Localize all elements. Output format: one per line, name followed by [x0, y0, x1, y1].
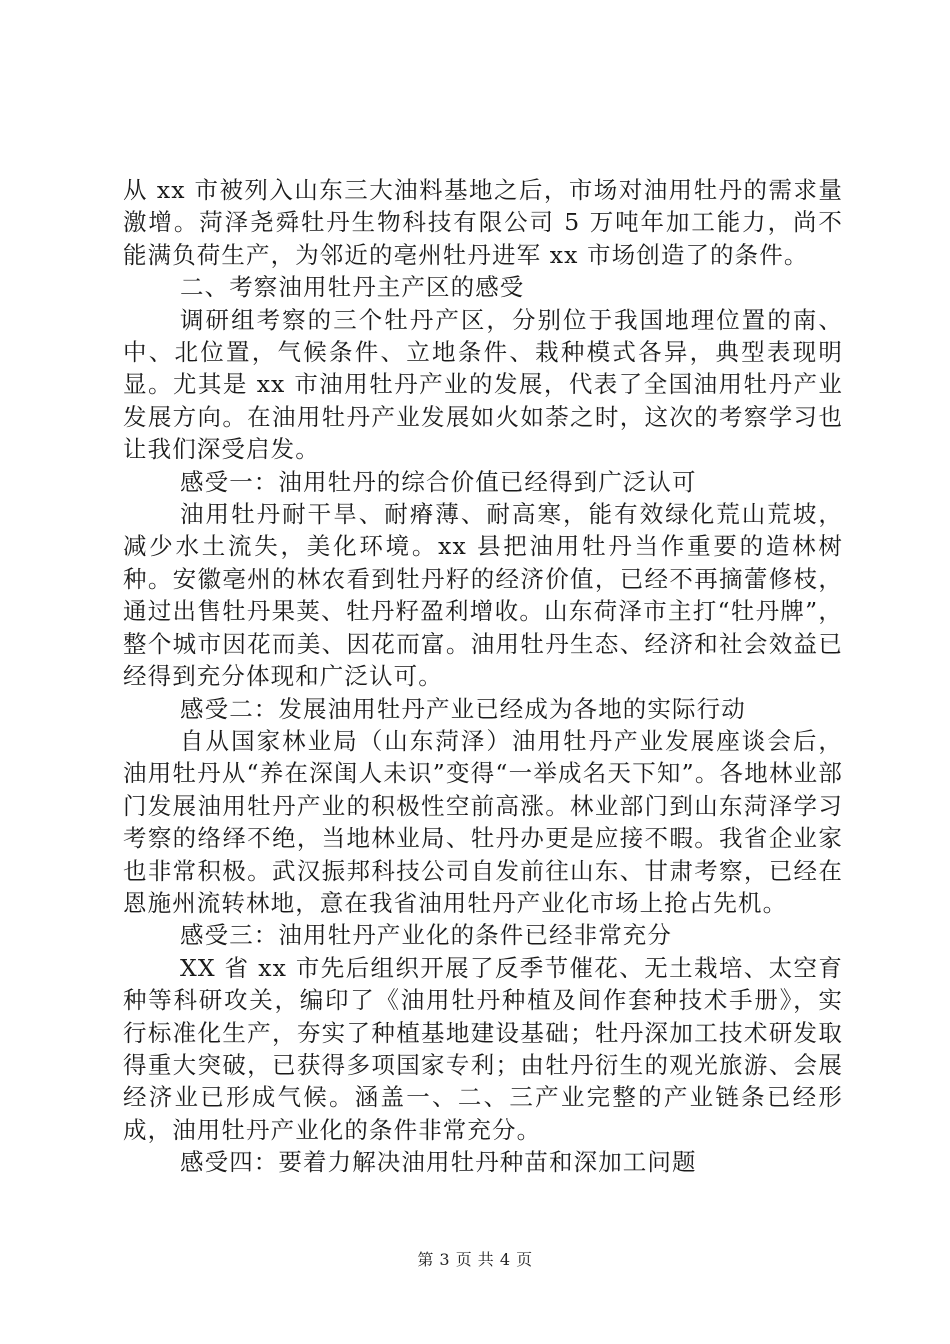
subheading-impression-three: 感受三：油用牡丹产业化的条件已经非常充分 [180, 921, 672, 950]
subheading-impression-one: 感受一：油用牡丹的综合价值已经得到广泛认可 [180, 467, 697, 496]
document-body [123, 174, 843, 1179]
subheading-impression-four: 感受四：要着力解决油用牡丹种苗和深加工问题 [180, 1148, 697, 1177]
paragraph-impression-two: 自从国家林业局（山东菏泽）油用牡丹产业发展座谈会后，油用牡丹从“养在深闺人未识”变得“一举成名天下知”。各地林业部门发展油用牡丹产业的积极性空前高涨。林业部门到山东菏泽学习考察的络绎不绝，当地林业局、牡丹办更是应接不暇。我省企业家也非常积极。武汉振邦科技公司自发前往山东、甘肃考察，已经在恩施州流转林地，意在我省油用牡丹产业化市场上抢占先机。 [123, 726, 843, 917]
paragraph-market-demand: 从 xx 市被列入山东三大油料基地之后，市场对油用牡丹的需求量激增。菏泽尧舜牡丹生物科技有限公司 5 万吨年加工能力，尚不能满负荷生产，为邻近的亳州牡丹进军 xx 市场创造了的条件。 [123, 176, 843, 269]
subheading-impression-two: 感受二：发展油用牡丹产业已经成为各地的实际行动 [180, 694, 746, 723]
page-number-footer: 第 3 页 共 4 页 [417, 1250, 533, 1269]
paragraph-survey-overview: 调研组考察的三个牡丹产区，分别位于我国地理位置的南、中、北位置，气候条件、立地条件、栽种模式各异，典型表现明显。尤其是 xx 市油用牡丹产业的发展，代表了全国油用牡丹产业发展方向。在油用牡丹产业发展如火如荼之时，这次的考察学习也让我们深受启发。 [123, 305, 843, 464]
paragraph-impression-one: 油用牡丹耐干旱、耐瘠薄、耐高寒，能有效绿化荒山荒坡，减少水土流失，美化环境。xx 县把油用牡丹当作重要的造林树种。安徽亳州的林农看到牡丹籽的经济价值，已经不再摘蕾修枝，通过出售牡丹果荚、牡丹籽盈利增收。山东荷泽市主打“牡丹牌”，整个城市因花而美、因花而富。油用牡丹生态、经济和社会效益已经得到充分体现和广泛认可。 [123, 500, 843, 691]
section-heading-impressions: 二、考察油用牡丹主产区的感受 [180, 273, 525, 302]
paragraph-impression-three: XX 省 xx 市先后组织开展了反季节催花、无土栽培、太空育种等科研攻关，编印了《油用牡丹种植及间作套种技术手册》，实行标准化生产，夯实了种植基地建设基础；牡丹深加工技术研发取得重大突破，已获得多项国家专利；由牡丹衍生的观光旅游、会展经济业已形成气候。涵盖一、二、三产业完整的产业链条已经形成，油用牡丹产业化的条件非常充分。 [123, 953, 843, 1144]
